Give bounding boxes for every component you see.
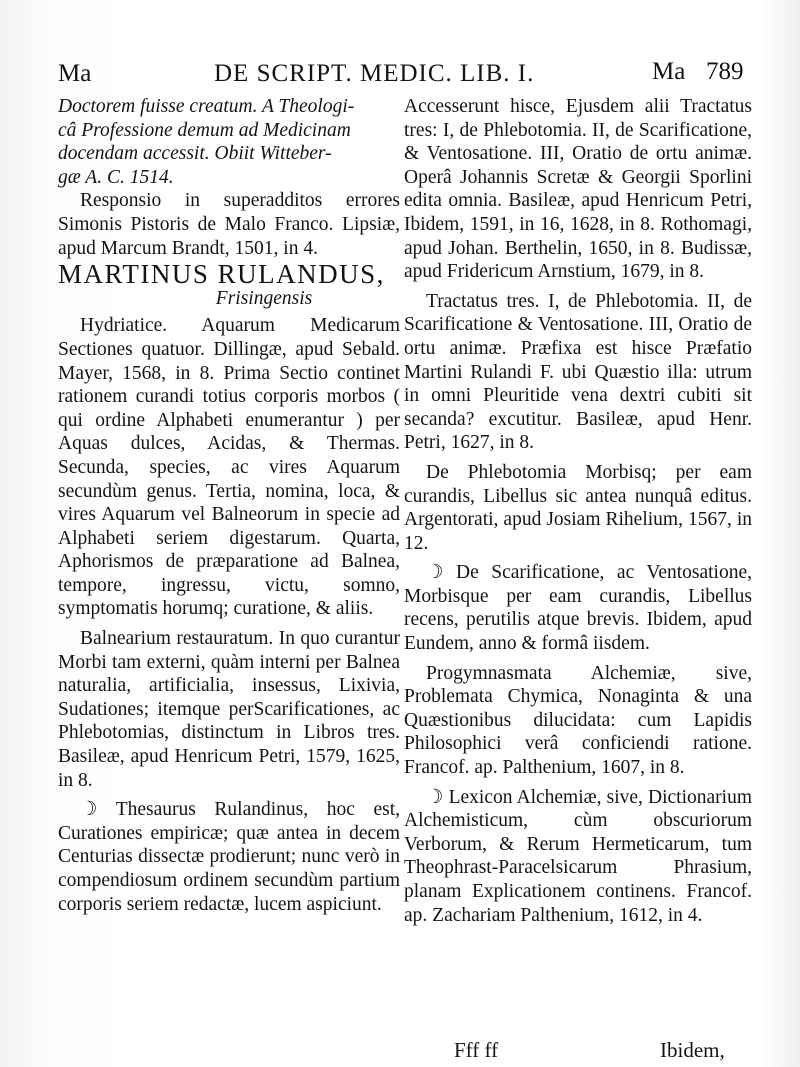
left-column: [58, 95, 400, 916]
entry-hydriatice: Hydriatice. Aquarum Medicarum Sectiones quatuor. Dillingæ, apud Sebald. Mayer, 1568, in 8. Prima Sectio continet rationem curandi totius corporis morbos ( qui ordine Alphabeti enumerantur ) per Aquas dulces, Acidas, & Thermas. Secunda, species, ac vires Aquarum secundùm genus. Tertia, nomina, loca, & vires Aquarum vel Balneorum in specie ad Alphabeti seriem digestarum. Quarta, Aphorismos de præparatione ad Balnea, tempore, ingressu, victu, somno, symptomatis horumq; curatione, & aliis.: [58, 315, 400, 620]
entry-de-scarificatione: ☽ De Scarificatione, ac Ventosatione, Morbisque per eam curandis, Libellus recens, perutilis atque brevis. Ibidem, apud Eundem, anno & formâ iisdem.: [404, 562, 752, 655]
left-guide-word: Ma: [58, 60, 92, 87]
running-head: [58, 58, 760, 98]
entry-progymnasmata: Progymnasmata Alchemiæ, sive, Problemata Chymica, Nonaginta & una Quæstionibus dilucidata: cum Lapidis Philosophici verâ conficiendi ratione. Francof. ap. Palthenium, 1607, in 8.: [404, 662, 752, 779]
entry-balnearium: Balnearium restauratum. In quo curantur Morbi tam externi, quàm interni per Balnea naturalia, artificialia, insessus, Lixivia, Sudationes; itemque perScarificationes, ac Phlebotomias, distinctum in Libros tres. Basileæ, apud Henricum Petri, 1579, 1625, in 8.: [58, 628, 400, 791]
page-footer: [0, 1036, 800, 1066]
continued-text-line: docendam accessit. Obiit Witteber-: [58, 143, 332, 165]
continued-text-line: Doctorem fuisse creatum. A Theologi-: [58, 96, 355, 117]
entry-responsio: Responsio in superadditos errores Simonis Pistoris de Malo Franco. Lipsiæ, apud Marcum Brandt, 1501, in 4.: [58, 190, 400, 259]
entry-lexicon: ☽ Lexicon Alchemiæ, sive, Dictionarium Alchemisticum, cùm obscuriorum Verborum, & Rerum Hermeticarum, tum Theophrast-Paracelsicarum Phrasium, planam Explicationem continens. Francof. ap. Zachariam Palthenium, 1612, in 4.: [404, 786, 752, 926]
continued-text-line: câ Professione demum ad Medicinam: [58, 119, 351, 141]
entry-accesserunt: Accesserunt hisce, Ejusdem alii Tractatus tres: I, de Phlebotomia. II, de Scarificatione, & Ventosatione. III, Oratio de ortu animæ. Operâ Johannis Scretæ & Georgii Sporlini edita omnia. Basileæ, apud Henricum Petri, Ibidem, 1591, in 16, 1628, in 8. Rothomagi, apud Johan. Berthelin, 1650, in 8. Budissæ, apud Fridericum Arnstium, 1679, in 8.: [404, 96, 752, 283]
page-number: 789: [706, 58, 744, 85]
catchword: Ibidem,: [660, 1038, 725, 1062]
running-title: DE SCRIPT. MEDIC. LIB. I.: [214, 60, 535, 87]
right-column: [404, 95, 752, 927]
right-guide-word: Ma: [652, 58, 686, 85]
author-origin: Frisingensis: [215, 287, 313, 309]
author-heading: MARTINUS RULANDUS,: [58, 259, 385, 290]
signature-mark: Fff ff: [454, 1038, 499, 1062]
entry-thesaurus: ☽ Thesaurus Rulandinus, hoc est, Curationes empiricæ; quæ antea in decem Centurias dissectæ prodierunt; nunc verò in compendiosum ordinem secundùm partium corporis seriem redactæ, lucem aspiciunt.: [58, 799, 400, 915]
entry-tractatus: Tractatus tres. I, de Phlebotomia. II, de Scarificatione & Ventosatione. III, Oratio de ortu animæ. Præfixa est hisce Præfatio Martini Rulandi F. ubi Quæstio illa: utrum in omni Pleuritide vena dextri cubiti sit secanda? excutitur. Basileæ, apud Henr. Petri, 1627, in 8.: [404, 290, 752, 454]
continued-text-line: gæ A. C. 1514.: [58, 166, 174, 188]
entry-de-phlebotomia: De Phlebotomia Morbisq; per eam curandis, Libellus sic antea nunquâ editus. Argentorati, apud Josiam Rihelium, 1567, in 12.: [404, 461, 752, 554]
